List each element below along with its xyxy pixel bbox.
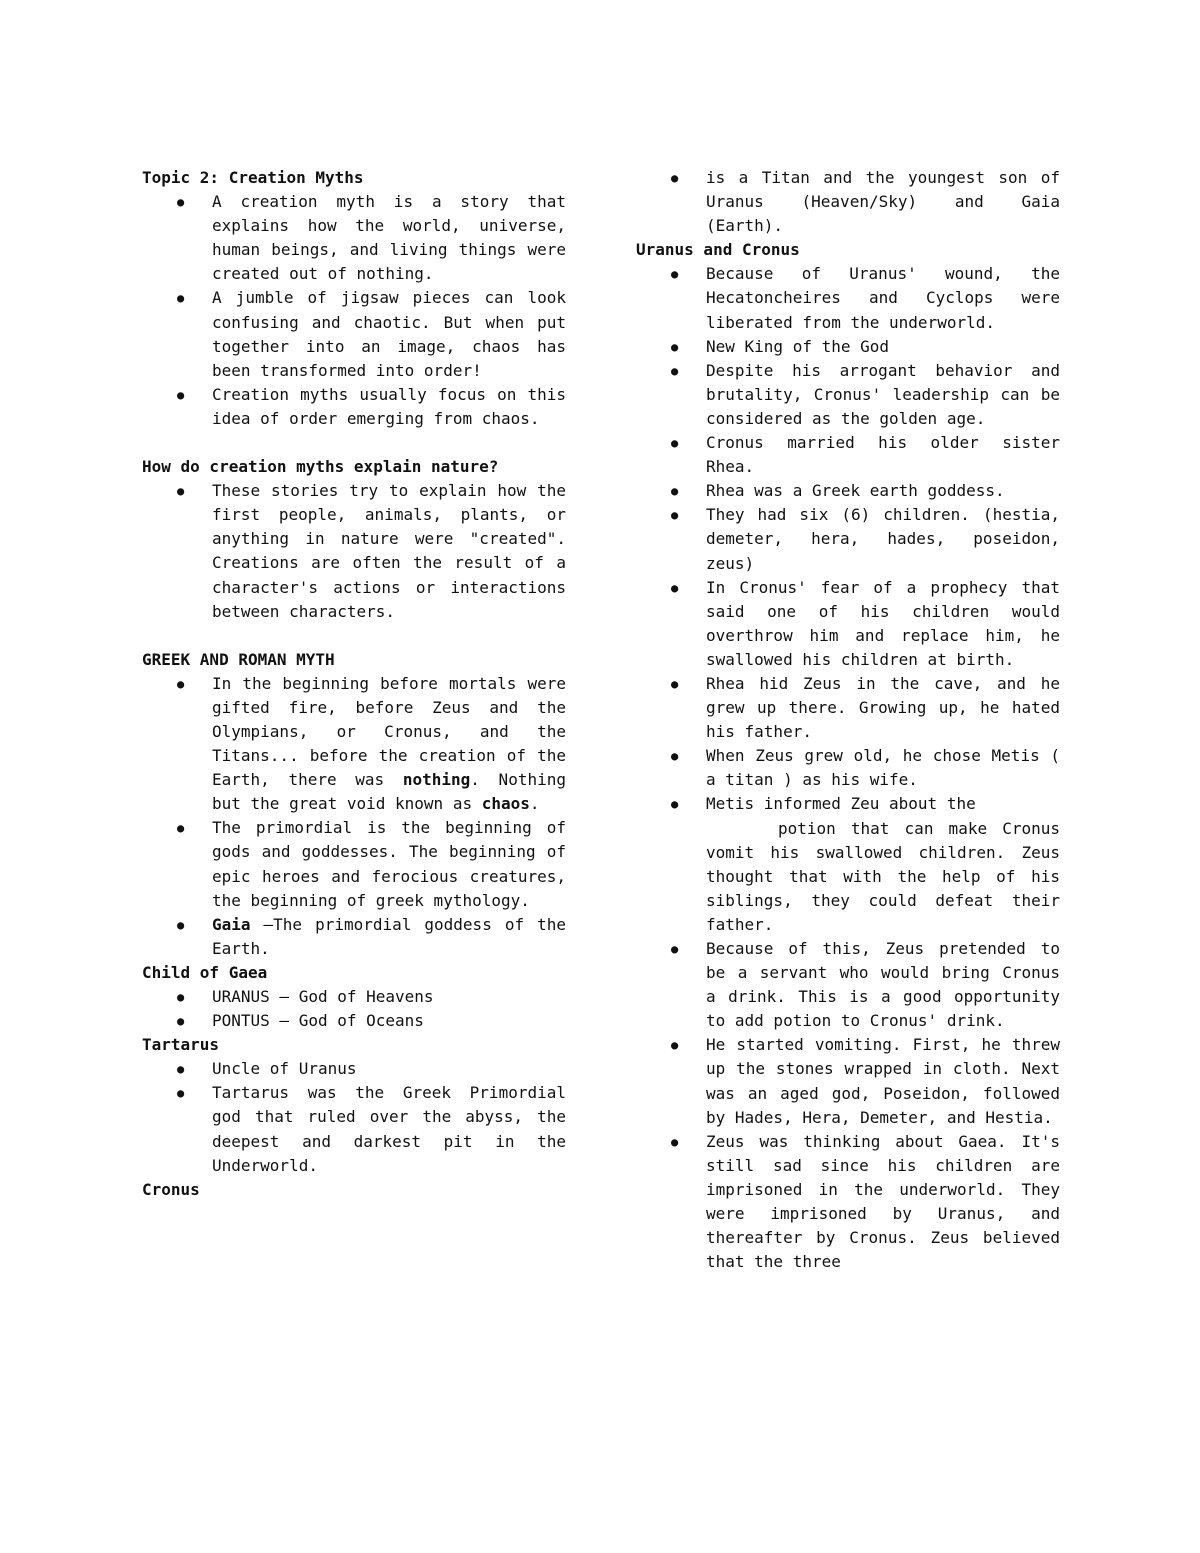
list-item: ● is a Titan and the youngest son of Uranus (Heaven/Sky) and Gaia (Earth). [706, 166, 1060, 238]
text-run: Metis informed Zeu about the [706, 794, 976, 814]
left-column [142, 166, 566, 1202]
list-item: ● Creation myths usually focus on this idea of order emerging from chaos. [212, 383, 566, 431]
topic-list [142, 190, 566, 431]
list-item: ● They had six (6) children. (hestia, demeter, hera, hades, poseidon, zeus) [706, 503, 1060, 575]
list-item: ● URANUS – God of Heavens [212, 985, 566, 1009]
child-heading: Child of Gaea [142, 962, 268, 982]
nature-list [142, 479, 566, 624]
uranus-cronus-heading: Uranus and Cronus [636, 240, 800, 260]
tartarus-list [142, 1057, 566, 1177]
list-item: ● PONTUS – God of Oceans [212, 1009, 566, 1033]
text-run: In the beginning before mortals were gifted fire, before Zeus and the Olympians, or Cronus, and the Titans... before the creation of the Earth, there was [212, 673, 566, 790]
list-item: ● The primordial is the beginning of gods and goddesses. The beginning of epic heroes and ferocious creatures, the beginning of greek mythology. [212, 816, 566, 912]
list-item: ● These stories try to explain how the first people, animals, plants, or anything in nature were "created". Creations are often the result of a character's actions or interactions between characters. [212, 479, 566, 624]
spacer [142, 624, 566, 648]
child-list [142, 985, 566, 1033]
text-run: –The primordial goddess of the Earth. [212, 914, 566, 958]
list-item: ● Rhea was a Greek earth goddess. [706, 479, 1060, 503]
list-item: ● A creation myth is a story that explains how the world, universe, human beings, and living things were created out of nothing. [212, 190, 566, 286]
list-item: ● He started vomiting. First, he threw up the stones wrapped in cloth. Next was an aged god, Poseidon, followed by Hades, Hera, Demeter, and Hestia. [706, 1033, 1060, 1129]
tartarus-heading: Tartarus [142, 1035, 220, 1055]
nature-heading: How do creation myths explain nature? [142, 457, 499, 477]
list-item: ● Uncle of Uranus [212, 1057, 566, 1081]
list-item: ● Rhea hid Zeus in the cave, and he grew up there. Growing up, he hated his father. [706, 672, 1060, 744]
topic-heading: Topic 2: Creation Myths [142, 168, 364, 187]
list-item: ● Despite his arrogant behavior and brutality, Cronus' leadership can be considered as the golden age. [706, 359, 1060, 431]
list-item [212, 672, 566, 817]
uranus-cronus-list [636, 262, 1060, 1274]
list-item: ● Zeus was thinking about Gaea. It's still sad since his children are imprisoned in the underworld. They were imprisoned by Uranus, and thereafter by Cronus. Zeus believed that the three [706, 1130, 1060, 1275]
list-item: ● A jumble of jigsaw pieces can look confusing and chaotic. But when put together into an image, chaos has been transformed into order! [212, 286, 566, 382]
list-item: ● New King of the God [706, 335, 1060, 359]
bold-text: Gaia [212, 914, 251, 934]
text-run: potion that can make Cronus vomit his swallowed children. Zeus thought that with the help of his siblings, they could defeat their father. [706, 818, 1060, 934]
list-item [212, 913, 566, 961]
cronus-list [636, 166, 1060, 238]
list-item: ● Tartarus was the Greek Primordial god that ruled over the abyss, the deepest and darkest pit in the Underworld. [212, 1081, 566, 1177]
list-item: ● Because of this, Zeus pretended to be a servant who would bring Cronus a drink. This is a good opportunity to add potion to Cronus' drink. [706, 937, 1060, 1033]
greek-heading: GREEK AND ROMAN MYTH [142, 649, 335, 669]
list-item: ● Because of Uranus' wound, the Hecatoncheires and Cyclops were liberated from the underworld. [706, 262, 1060, 334]
list-item: ● In Cronus' fear of a prophecy that said one of his children would overthrow him and replace him, he swallowed his children at birth. [706, 576, 1060, 672]
right-column [636, 166, 1060, 1274]
bold-text: nothing [402, 770, 471, 790]
list-item [706, 792, 1060, 937]
text-run: . Nothing but the great void known as [212, 770, 566, 814]
greek-list [142, 672, 566, 961]
cronus-heading: Cronus [142, 1179, 200, 1199]
bold-text: chaos [481, 794, 530, 814]
spacer [142, 431, 566, 455]
text-run: . [529, 794, 540, 814]
list-item: ● Cronus married his older sister Rhea. [706, 431, 1060, 479]
list-item: ● When Zeus grew old, he chose Metis ( a titan ) as his wife. [706, 744, 1060, 792]
